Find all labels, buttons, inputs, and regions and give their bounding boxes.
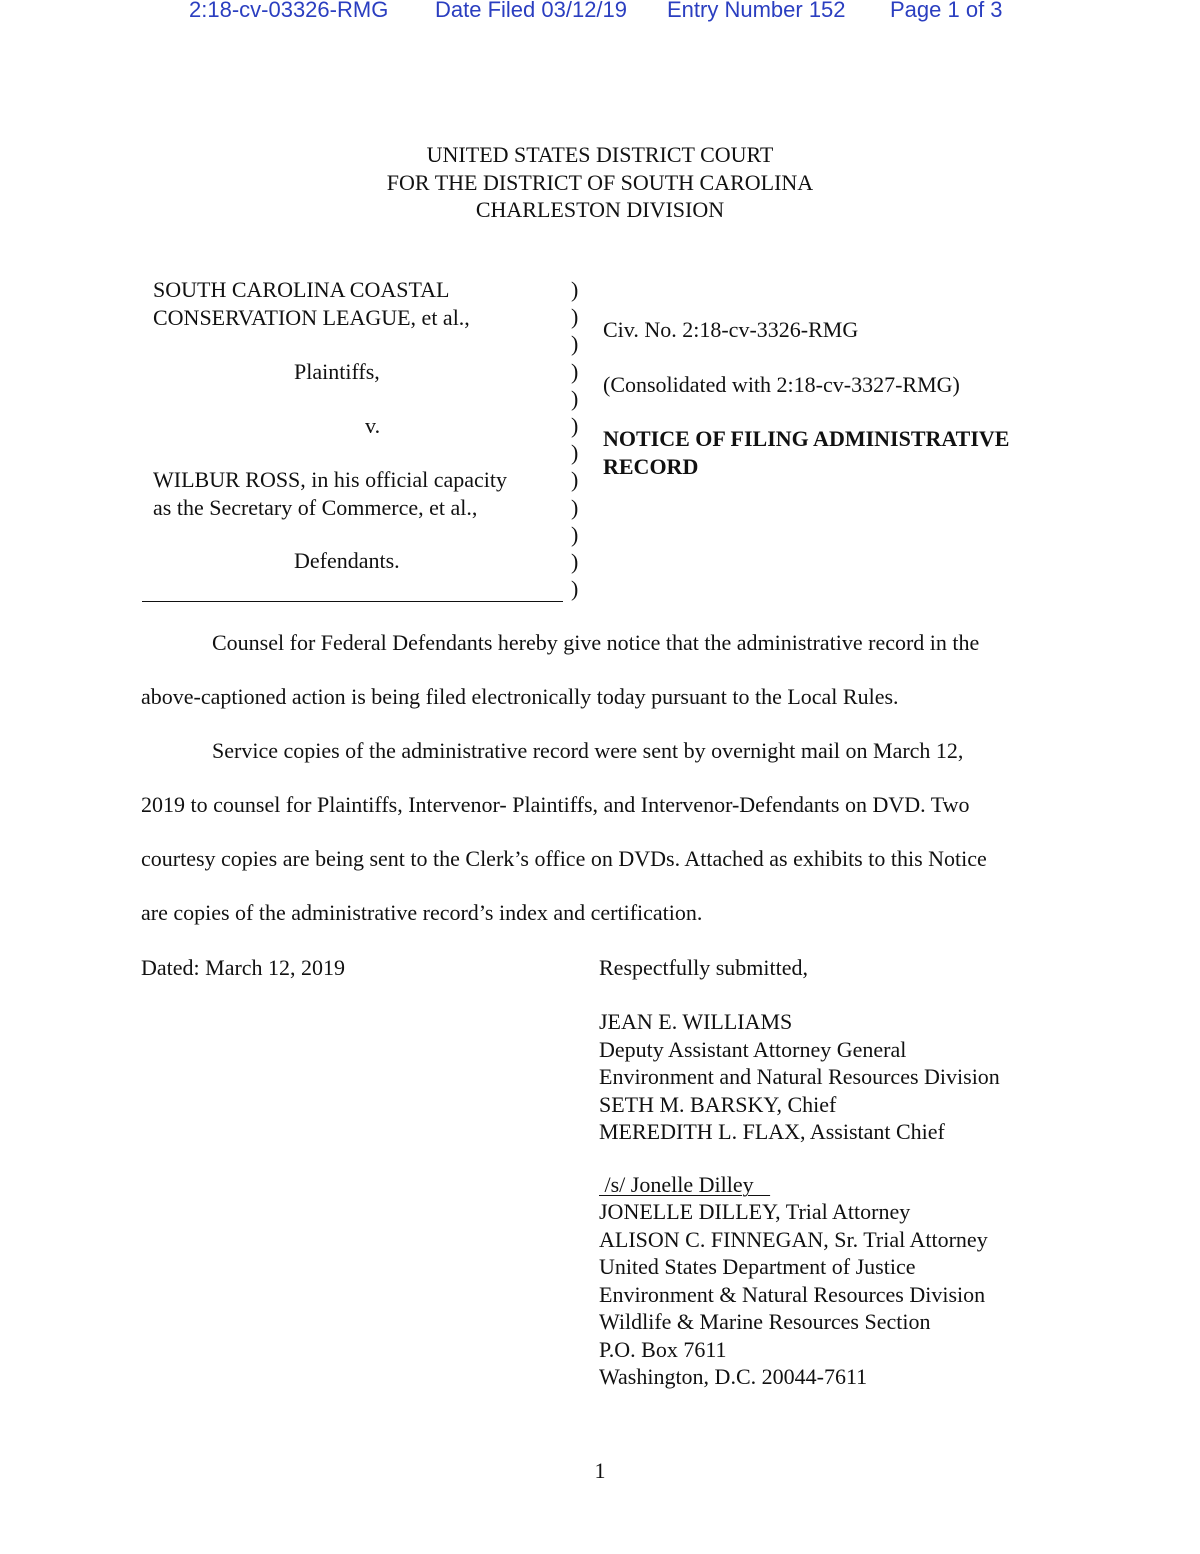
paren: ) bbox=[571, 467, 579, 493]
page-number: 1 bbox=[594, 1458, 606, 1483]
ecf-page-count: Page 1 of 3 bbox=[890, 0, 1003, 22]
defendant-name-line1: WILBUR ROSS, in his official capacity bbox=[153, 467, 507, 492]
signature-line: P.O. Box 7611 bbox=[599, 1336, 727, 1362]
civil-case-number: Civ. No. 2:18-cv-3326-RMG bbox=[603, 317, 859, 342]
signature-line: Washington, D.C. 20044-7611 bbox=[599, 1364, 868, 1389]
signature-line: United States Department of Justice bbox=[599, 1254, 916, 1279]
paren: ) bbox=[571, 576, 579, 602]
court-heading bbox=[0, 141, 1200, 224]
consolidated-case: (Consolidated with 2:18-cv-3327-RMG) bbox=[603, 372, 960, 397]
caption-rule bbox=[142, 601, 563, 602]
defendant-name-line2: as the Secretary of Commerce, et al., bbox=[153, 494, 478, 520]
signature-block-supervisors bbox=[599, 1008, 1000, 1146]
signature-line: JONELLE DILLEY, Trial Attorney bbox=[599, 1199, 911, 1224]
paragraph-1 bbox=[141, 616, 1081, 724]
paragraph-2-line2: 2019 to counsel for Plaintiffs, Intervenor- Plaintiffs, and Intervenor-Defendants on DVD. Two bbox=[141, 792, 970, 817]
paren: ) bbox=[571, 521, 579, 547]
signature-line: JEAN E. WILLIAMS bbox=[599, 1009, 793, 1034]
paren: ) bbox=[571, 440, 579, 466]
court-name: UNITED STATES DISTRICT COURT bbox=[426, 142, 774, 167]
paragraph-1-line2: above-captioned action is being filed electronically today pursuant to the Local Rules. bbox=[141, 684, 899, 709]
plaintiff-name bbox=[153, 276, 470, 331]
paren: ) bbox=[571, 548, 579, 574]
paren: ) bbox=[571, 331, 579, 357]
versus-label: v. bbox=[365, 413, 381, 438]
paren: ) bbox=[571, 358, 579, 384]
signature-line: Environment & Natural Resources Division bbox=[599, 1281, 986, 1307]
paragraph-2-line1: Service copies of the administrative record were sent by overnight mail on March 12, bbox=[212, 738, 964, 763]
ecf-entry-number: Entry Number 152 bbox=[667, 0, 846, 22]
document-title-line1: NOTICE OF FILING ADMINISTRATIVE bbox=[603, 426, 1010, 451]
plaintiffs-label: Plaintiffs, bbox=[294, 359, 380, 384]
ecf-date-filed: Date Filed 03/12/19 bbox=[435, 0, 628, 22]
signature-block-attorneys bbox=[599, 1198, 988, 1391]
court-district: FOR THE DISTRICT OF SOUTH CAROLINA bbox=[386, 169, 814, 195]
paragraph-2-line3: courtesy copies are being sent to the Clerk’s office on DVDs. Attached as exhibits to this Notice bbox=[141, 846, 987, 871]
caption-parenthesis-column bbox=[571, 276, 578, 602]
paragraph-1-line1: Counsel for Federal Defendants hereby give notice that the administrative record in the bbox=[212, 630, 980, 655]
ecf-case-number: 2:18-cv-03326-RMG bbox=[189, 0, 389, 22]
paren: ) bbox=[571, 385, 579, 411]
court-division: CHARLESTON DIVISION bbox=[475, 197, 725, 222]
dated-line: Dated: March 12, 2019 bbox=[141, 955, 346, 980]
defendant-name bbox=[153, 466, 507, 521]
electronic-signature-text: /s/ Jonelle Dilley bbox=[599, 1172, 771, 1197]
paragraph-2-line4: are copies of the administrative record’s index and certification. bbox=[141, 900, 703, 925]
paren: ) bbox=[571, 412, 579, 438]
signature-line: Wildlife & Marine Resources Section bbox=[599, 1309, 931, 1334]
plaintiff-name-line2: CONSERVATION LEAGUE, et al., bbox=[153, 304, 470, 330]
signature-line: Environment and Natural Resources Division bbox=[599, 1064, 1000, 1089]
signature-line: MEREDITH L. FLAX, Assistant Chief bbox=[599, 1119, 945, 1144]
ecf-header bbox=[0, 0, 1200, 27]
respectfully-submitted: Respectfully submitted, bbox=[599, 955, 808, 980]
paren: ) bbox=[571, 277, 579, 302]
signature-line: SETH M. BARSKY, Chief bbox=[599, 1091, 837, 1117]
paren: ) bbox=[571, 494, 579, 520]
plaintiff-name-line1: SOUTH CAROLINA COASTAL bbox=[153, 277, 450, 302]
paren: ) bbox=[571, 304, 579, 330]
document-title bbox=[603, 425, 1009, 480]
signature-line: ALISON C. FINNEGAN, Sr. Trial Attorney bbox=[599, 1226, 988, 1252]
defendants-label: Defendants. bbox=[294, 548, 400, 573]
electronic-signature bbox=[599, 1171, 770, 1199]
paragraph-2 bbox=[141, 724, 1081, 940]
signature-line: Deputy Assistant Attorney General bbox=[599, 1036, 907, 1062]
document-title-line2: RECORD bbox=[603, 453, 699, 479]
